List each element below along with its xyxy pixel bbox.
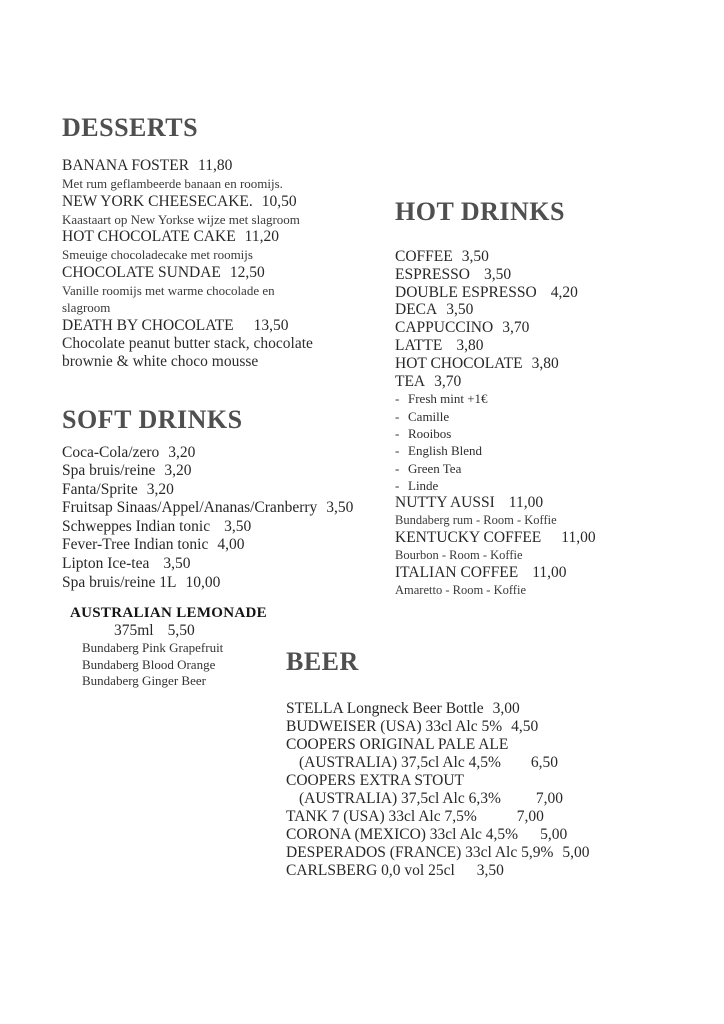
tea-variety	[395, 442, 695, 459]
tea-variety	[395, 460, 695, 477]
australian-lemonade-size-price	[114, 622, 384, 640]
tea-variety-label: Green Tea	[408, 460, 462, 476]
menu-item	[395, 337, 695, 355]
item-price: 5,50	[167, 622, 195, 640]
lemonade-variety: Bundaberg Ginger Beer	[82, 673, 206, 689]
item-price: 3,50	[224, 517, 252, 535]
item-price: 3,50	[483, 265, 512, 283]
menu-item	[62, 444, 384, 463]
tea-variety	[395, 408, 695, 425]
item-name: DESPERADOS (FRANCE) 33cl Alc 5,9%	[286, 844, 554, 861]
item-description: Chocolate peanut butter stack, chocolate brownie & white choco mousse	[62, 334, 313, 370]
item-price: 3,80	[456, 336, 484, 354]
item-price: 3,70	[502, 319, 530, 337]
item-name: Spa bruis/reine	[62, 462, 156, 480]
menu-item-continuation	[286, 754, 696, 772]
dash-bullet: -	[395, 477, 400, 493]
item-name: CAPPUCCINO	[395, 319, 494, 337]
menu-item	[62, 317, 384, 371]
item-name: Fever-Tree Indian tonic	[62, 536, 209, 554]
dash-bullet: -	[395, 460, 400, 476]
item-name: CHOCOLATE SUNDAE	[62, 263, 221, 281]
item-price: 3,80	[531, 354, 559, 372]
tea-variety-label: Linde	[408, 477, 439, 493]
item-name: KENTUCKY COFFEE	[395, 529, 542, 547]
section-beer	[286, 646, 696, 880]
beer-title: BEER	[286, 647, 359, 676]
menu-item	[395, 355, 695, 373]
tea-variety	[395, 477, 695, 494]
item-name: BANANA FOSTER	[62, 157, 190, 174]
menu-item	[62, 536, 384, 555]
menu-item	[395, 248, 695, 266]
tea-variety-label: Rooibos	[408, 425, 452, 441]
item-name: STELLA Longneck Beer Bottle	[286, 700, 484, 717]
hot-drinks-title: HOT DRINKS	[395, 197, 565, 226]
item-price: 7,00	[516, 808, 544, 825]
item-description: Amaretto - Room - Koffie	[395, 583, 526, 598]
menu-item	[286, 808, 696, 826]
menu-item	[286, 826, 696, 844]
item-price: 4,00	[217, 536, 245, 554]
menu-item	[395, 319, 695, 337]
menu-item	[286, 772, 696, 790]
soft-drinks-title: SOFT DRINKS	[62, 404, 243, 434]
dash-bullet: -	[395, 408, 400, 424]
item-price: 4,50	[511, 718, 539, 735]
item-price: 4,20	[550, 283, 578, 301]
section-hot-drinks	[395, 196, 695, 599]
item-name: CARLSBERG 0,0 vol 25cl	[286, 862, 455, 879]
item-name: ESPRESSO	[395, 265, 470, 283]
item-name: DEATH BY CHOCOLATE	[62, 316, 234, 334]
section-soft-drinks	[62, 404, 384, 593]
coffee-special	[395, 529, 695, 564]
item-name: (AUSTRALIA) 37,5cl Alc 4,5%	[299, 754, 501, 771]
item-price: 5,00	[540, 826, 568, 843]
menu-item	[286, 700, 696, 718]
menu-item	[62, 193, 384, 229]
menu-item	[62, 481, 384, 500]
item-price: 11,80	[198, 157, 233, 174]
tea-variety-label: English Blend	[408, 443, 483, 459]
beer-column	[286, 646, 696, 880]
menu-item	[62, 499, 384, 518]
dash-bullet: -	[395, 391, 400, 407]
item-price: 13,50	[253, 316, 289, 334]
item-name: (AUSTRALIA) 37,5cl Alc 6,3%	[299, 790, 501, 807]
menu-item	[62, 157, 384, 193]
item-price: 3,50	[163, 555, 191, 573]
item-name: NEW YORK CHEESECAKE.	[62, 192, 253, 210]
item-description: Vanille roomijs met warme chocolade en slagroom	[62, 282, 275, 315]
item-description: Bundaberg rum - Room - Koffie	[395, 513, 557, 528]
item-name: COOPERS EXTRA STOUT	[286, 772, 464, 789]
item-price: 6,50	[530, 754, 559, 771]
item-price: 11,20	[244, 228, 279, 245]
tea-variety	[395, 425, 695, 442]
item-name: Fanta/Sprite	[62, 480, 138, 498]
item-price: 12,50	[229, 263, 265, 281]
item-name: Fruitsap Sinaas/Appel/Ananas/Cranberry	[62, 499, 318, 517]
item-description: Bourbon - Room - Koffie	[395, 548, 523, 563]
item-description: Kaastaart op New Yorkse wijze met slagroom	[62, 211, 300, 227]
item-price: 3,50	[446, 301, 474, 319]
item-name: Coca-Cola/zero	[62, 443, 160, 461]
menu-item	[286, 718, 696, 736]
menu-item	[286, 862, 696, 880]
menu-item	[62, 518, 384, 537]
item-price: 11,00	[532, 564, 567, 582]
left-column	[62, 112, 384, 690]
item-price: 3,20	[164, 462, 192, 480]
menu-item	[286, 736, 696, 754]
item-price: 7,00	[535, 790, 564, 807]
tea-variety	[395, 390, 695, 407]
menu-item	[395, 301, 695, 319]
menu-item	[62, 555, 384, 574]
item-description: Met rum geflambeerde banaan en roomijs.	[62, 176, 283, 191]
item-name: DECA	[395, 301, 438, 319]
menu-item	[62, 264, 384, 317]
item-price: 3,50	[326, 499, 354, 517]
item-name: NUTTY AUSSI	[395, 494, 495, 512]
right-column	[395, 196, 695, 599]
tea-variety-label: Camille	[408, 408, 450, 424]
menu-item-continuation	[286, 790, 696, 808]
item-name: Schweppes Indian tonic	[62, 517, 211, 535]
menu-item	[395, 266, 695, 284]
item-price: 3,00	[492, 700, 520, 717]
menu-item	[286, 844, 696, 862]
item-price: 3,50	[461, 248, 489, 265]
item-price: 11,00	[561, 529, 596, 547]
item-name: TANK 7 (USA) 33cl Alc 7,5%	[286, 808, 477, 825]
menu-item	[62, 228, 384, 264]
item-price: 5,00	[562, 844, 590, 861]
australian-lemonade-title: AUSTRALIAN LEMONADE	[70, 605, 267, 622]
lemonade-variety: Bundaberg Blood Orange	[82, 656, 216, 672]
tea-variety-label: Fresh mint +1€	[408, 391, 488, 407]
item-name: ITALIAN COFFEE	[395, 564, 519, 582]
item-description: Smeuige chocoladecake met roomijs	[62, 247, 253, 262]
item-price: 3,70	[434, 372, 462, 390]
tea-varieties-list	[395, 390, 695, 494]
item-name: COOPERS ORIGINAL PALE ALE	[286, 736, 509, 753]
item-price: 10,00	[185, 573, 221, 591]
item-name: HOT CHOCOLATE	[395, 354, 523, 372]
item-name: LATTE	[395, 336, 443, 354]
coffee-special	[395, 564, 695, 599]
section-desserts	[62, 112, 384, 371]
menu-item	[62, 462, 384, 481]
dash-bullet: -	[395, 443, 400, 459]
item-name: Spa bruis/reine 1L	[62, 573, 177, 591]
lemonade-variety: Bundaberg Pink Grapefruit	[82, 639, 224, 655]
item-name: CORONA (MEXICO) 33cl Alc 4,5%	[286, 826, 519, 843]
item-name: Lipton Ice-tea	[62, 555, 150, 573]
item-price: 10,50	[261, 192, 297, 210]
desserts-title: DESSERTS	[62, 113, 199, 142]
size-label: 375ml	[114, 622, 154, 640]
menu-item	[395, 284, 695, 302]
item-price: 11,00	[508, 494, 544, 512]
item-name: COFFEE	[395, 248, 453, 265]
item-price: 3,50	[476, 862, 504, 879]
item-price: 3,20	[146, 480, 174, 498]
menu-item	[395, 373, 695, 391]
item-name: BUDWEISER (USA) 33cl Alc 5%	[286, 718, 503, 735]
coffee-special	[395, 494, 695, 529]
item-name: HOT CHOCOLATE CAKE	[62, 228, 236, 245]
dash-bullet: -	[395, 425, 400, 441]
item-name: DOUBLE ESPRESSO	[395, 283, 537, 301]
menu-item	[62, 574, 384, 593]
item-name: TEA	[395, 372, 426, 390]
item-price: 3,20	[168, 443, 196, 461]
